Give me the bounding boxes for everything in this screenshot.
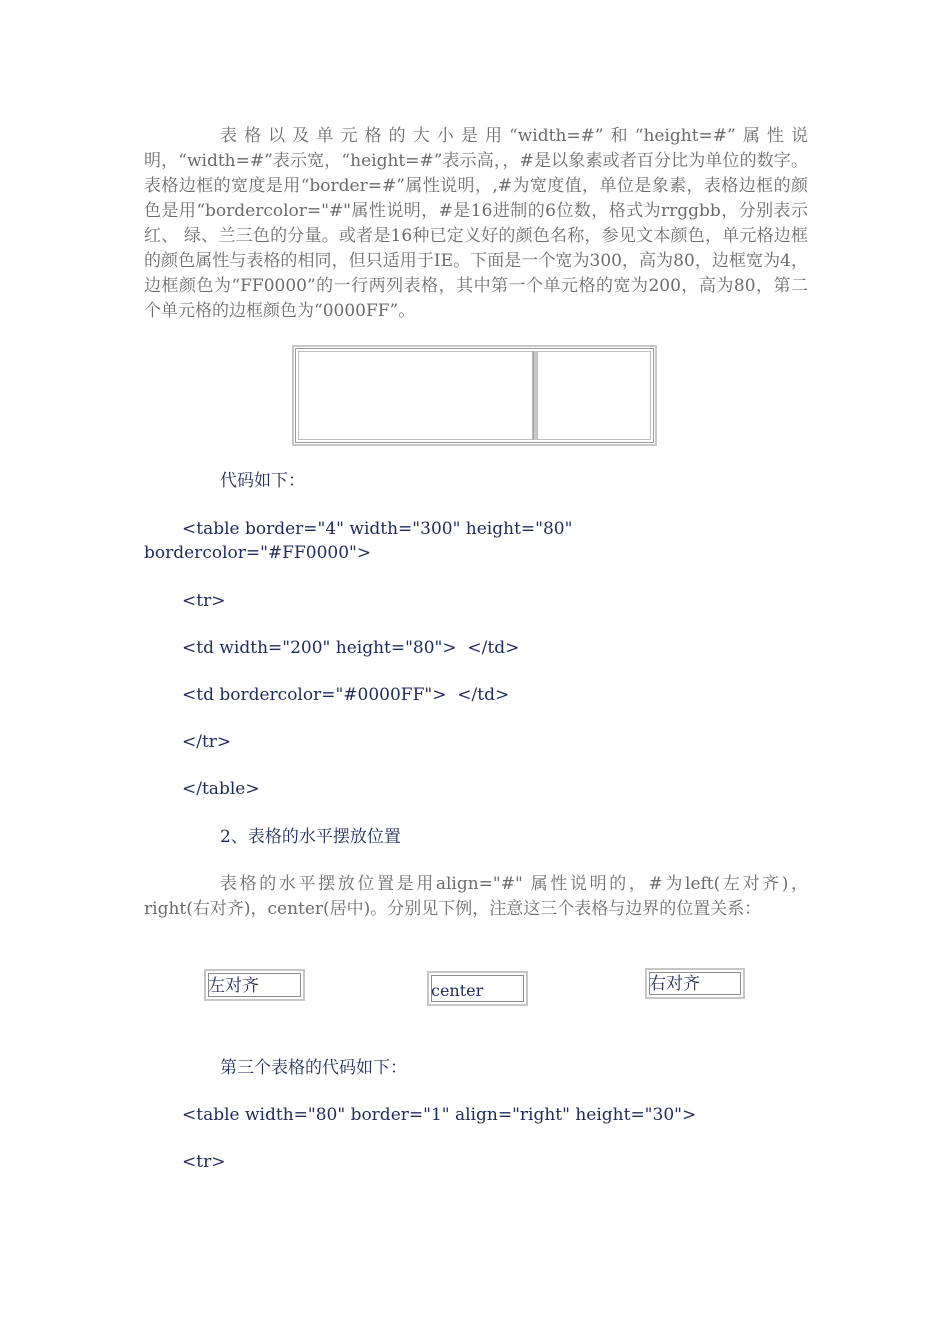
align-right-label: 右对齐 — [649, 974, 700, 994]
code2-line-tr-open: <tr> — [182, 1152, 226, 1172]
align-left-label: 左对齐 — [208, 976, 259, 996]
align-center-label: center — [431, 981, 484, 1000]
intro-paragraph: 表格以及单元格的大小是用“width=#”和“height=#”属性说明，“width=#”表示宽，“height=#”表示高，，#是以象素或者百分比为单位的数字。表格边框的宽度是用“border=#”属性说明，,#为宽度值，单位是象素，表格边框的颜色是用“bordercolor="#"属性说明，#是16进制的6位数，格式为rrggbb，分别表示红、 绿、兰三色的分量。或者是16种已定义好的颜色名称，参见文本颜色，单元格边框的颜色属性与表格的相同，但只适用于IE。下面是一个宽为300，高为80，边框宽为4，边框颜色为“FF0000”的一行两列表格，其中第一个单元格的宽为200，高为80，第二个单元格的边框颜色为“0000FF”。 — [144, 126, 808, 321]
demo-table-border-4 — [292, 345, 657, 446]
code-line-td-first: <td width="200" height="80"> </td> — [182, 638, 520, 658]
code-intro-1: 代码如下： — [220, 471, 305, 491]
code-line-td-second: <td bordercolor="#0000FF"> </td> — [182, 685, 510, 705]
code-line-tr-open: <tr> — [182, 591, 226, 611]
align-left-table — [204, 969, 305, 1001]
code-line-table-close: </table> — [182, 779, 260, 799]
code-line-table-open-cont: bordercolor="#FF0000"> — [144, 543, 372, 563]
code-line-table-open: <table border="4" width="300" height="80" — [182, 519, 573, 539]
code-intro-2: 第三个表格的代码如下： — [220, 1058, 407, 1078]
align-right-table — [645, 968, 745, 999]
align-center-table — [427, 971, 528, 1006]
section-heading-align: 2、表格的水平摆放位置 — [220, 827, 401, 847]
demo-cell-first — [298, 351, 533, 440]
code-line-tr-close: </tr> — [182, 732, 232, 752]
demo-cell-second — [537, 351, 651, 440]
code2-line-table-open: <table width="80" border="1" align="right" height="30"> — [182, 1105, 697, 1125]
align-paragraph: 表格的水平摆放位置是用align="#" 属性说明的，#为left(左对齐)，right(右对齐)，center(居中)。分别见下例，注意这三个表格与边界的位置关系： — [144, 874, 808, 919]
